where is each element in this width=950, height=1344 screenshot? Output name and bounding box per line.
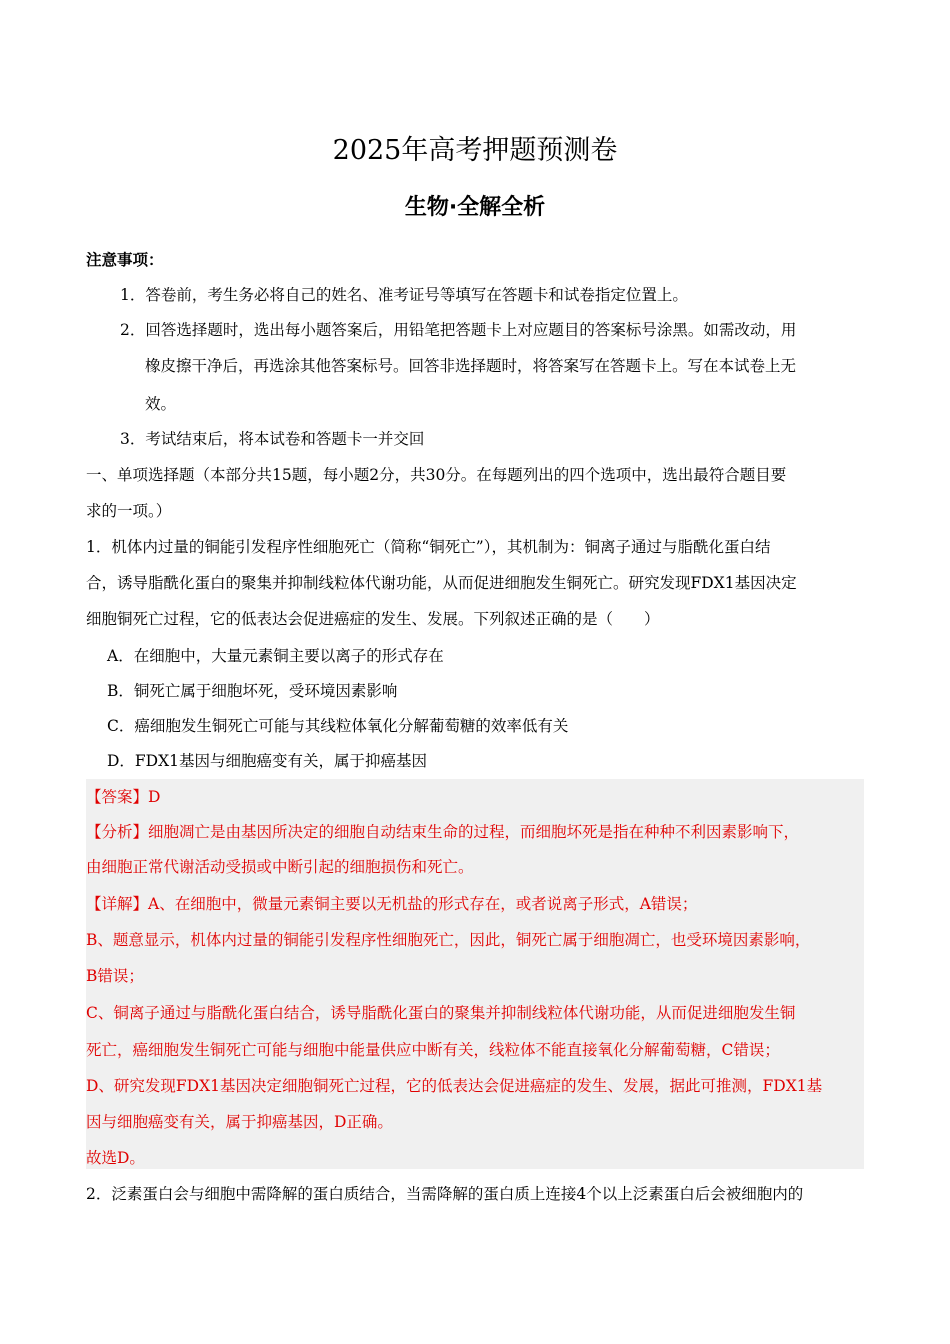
question-1-option-c: C．癌细胞发生铜死亡可能与其线粒体氧化分解葡萄糖的效率低有关	[107, 717, 569, 735]
notice-item-2-line-3: 效。	[145, 395, 177, 413]
section-heading-line-1: 一、单项选择题（本部分共15题，每小题2分，共30分。在每题列出的四个选项中，选出最符合题目要	[86, 466, 787, 484]
notice-item-3: 3．考试结束后，将本试卷和答题卡一并交回	[120, 430, 425, 448]
detail-option-b-line-1: B、题意显示，机体内过量的铜能引发程序性细胞死亡，因此，铜死亡属于细胞凋亡，也受环境因素影响，	[86, 931, 811, 949]
detail-option-d-line-1: D、研究发现FDX1基因决定细胞铜死亡过程，它的低表达会促进癌症的发生、发展，据此可推测，FDX1基	[86, 1077, 823, 1095]
answer-label: 【答案】D	[86, 788, 161, 806]
question-1-option-a: A．在细胞中，大量元素铜主要以离子的形式存在	[107, 647, 444, 665]
notice-heading: 注意事项：	[86, 251, 164, 269]
analysis-line-2: 由细胞正常代谢活动受损或中断引起的细胞损伤和死亡。	[86, 858, 474, 876]
notice-item-2-line-1: 2．回答选择题时，选出每小题答案后，用铅笔把答题卡上对应题目的答案标号涂黑。如需改动，用	[120, 321, 797, 339]
detail-option-d-line-2: 因与细胞癌变有关，属于抑癌基因，D正确。	[86, 1113, 393, 1131]
detail-option-a: 【详解】A、在细胞中，微量元素铜主要以无机盐的形式存在，或者说离子形式，A错误；	[86, 895, 698, 913]
analysis-line-1: 【分析】细胞凋亡是由基因所决定的细胞自动结束生命的过程，而细胞坏死是指在种种不利因素影响下，	[86, 823, 800, 841]
notice-item-1: 1．答卷前，考生务必将自己的姓名、准考证号等填写在答题卡和试卷指定位置上。	[120, 286, 688, 304]
question-1-option-b: B．铜死亡属于细胞坏死，受环境因素影响	[107, 682, 398, 700]
section-heading-line-2: 求的一项。）	[86, 502, 172, 520]
page-subtitle: 生物·全解全析	[404, 195, 546, 220]
question-1-line-1: 1．机体内过量的铜能引发程序性细胞死亡（简称“铜死亡”），其机制为：铜离子通过与脂酰化蛋白结	[86, 538, 771, 556]
notice-item-2-line-2: 橡皮擦干净后，再选涂其他答案标号。回答非选择题时，将答案写在答题卡上。写在本试卷上无	[145, 357, 797, 375]
question-1-line-3: 细胞铜死亡过程，它的低表达会促进癌症的发生、发展。下列叙述正确的是（ ）	[86, 610, 660, 628]
detail-option-b-line-2: B错误；	[86, 967, 144, 985]
question-1-line-2: 合，诱导脂酰化蛋白的聚集并抑制线粒体代谢功能，从而促进细胞发生铜死亡。研究发现FDX1基因决定	[86, 574, 797, 592]
detail-option-c-line-2: 死亡，癌细胞发生铜死亡可能与细胞中能量供应中断有关，线粒体不能直接氧化分解葡萄糖，C错误；	[86, 1041, 780, 1059]
question-1-option-d: D．FDX1基因与细胞癌变有关，属于抑癌基因	[107, 752, 428, 770]
question-2-line-1: 2．泛素蛋白会与细胞中需降解的蛋白质结合，当需降解的蛋白质上连接4个以上泛素蛋白后会被细胞内的	[86, 1185, 804, 1203]
conclusion: 故选D。	[86, 1149, 145, 1167]
page-title: 2025年高考押题预测卷	[332, 135, 618, 166]
detail-option-c-line-1: C、铜离子通过与脂酰化蛋白结合，诱导脂酰化蛋白的聚集并抑制线粒体代谢功能，从而促进细胞发生铜	[86, 1004, 796, 1022]
